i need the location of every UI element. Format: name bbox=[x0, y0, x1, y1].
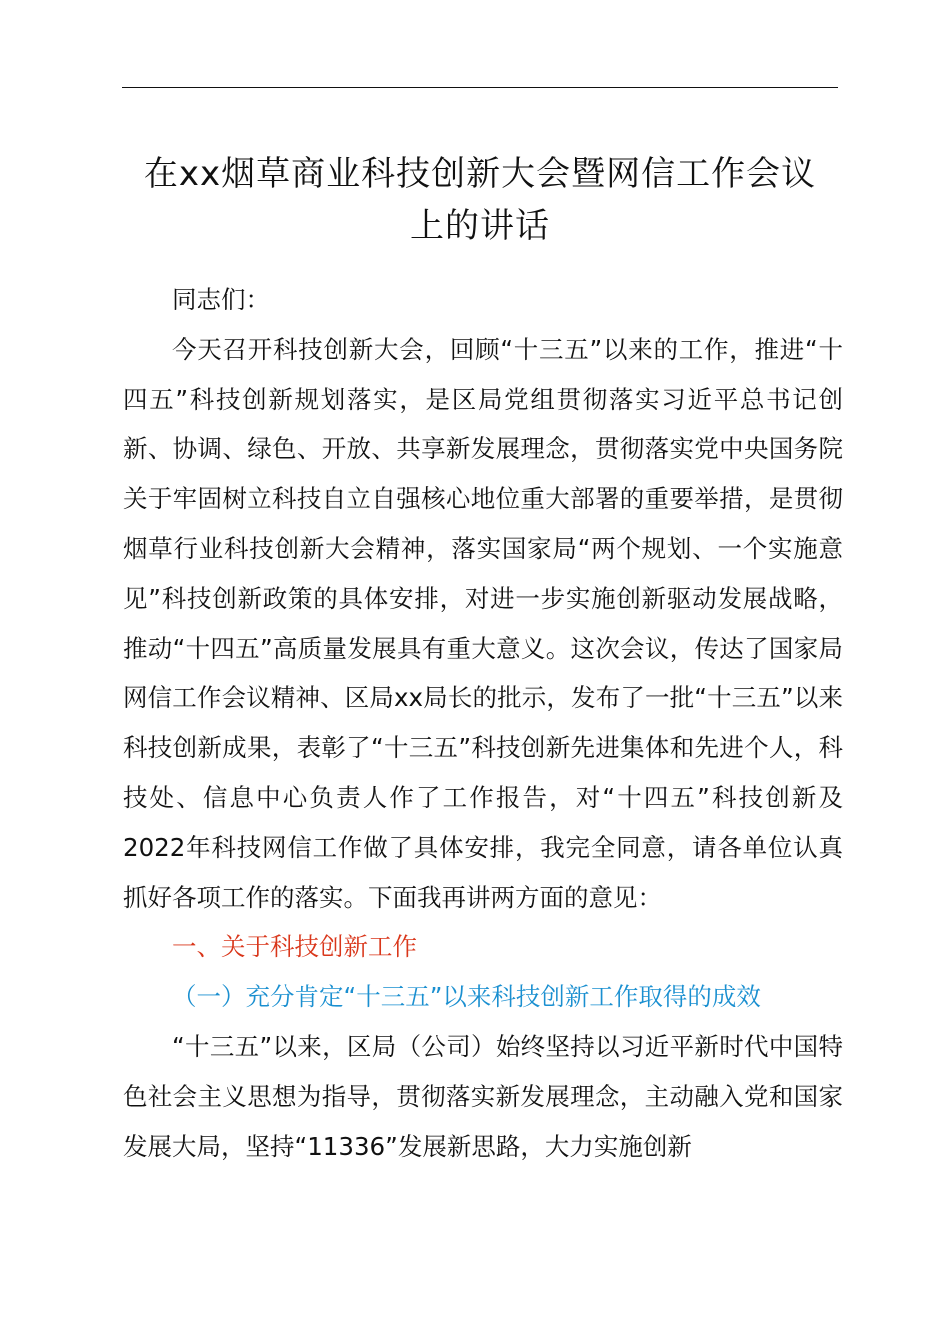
subsection-heading: （一）充分肯定“十三五”以来科技创新工作取得的成效 bbox=[172, 982, 761, 1012]
document-body bbox=[123, 275, 843, 1171]
paragraph-achievements: “十三五”以来，区局（公司）始终坚持以习近平新时代中国特色社会主义思想为指导，贯彻落实新发展理念，主动融入党和国家发展大局，坚持“11336”发展新思路，大力实施创新 bbox=[123, 1031, 843, 1161]
header-divider bbox=[122, 87, 838, 88]
title-line-1: 在xx烟草商业科技创新大会暨网信工作会议 bbox=[143, 154, 817, 194]
document-title bbox=[100, 148, 860, 252]
section-heading: 一、关于科技创新工作 bbox=[172, 932, 417, 962]
greeting: 同志们： bbox=[172, 285, 270, 314]
title-line-2: 上的讲话 bbox=[410, 206, 550, 246]
paragraph-intro: 今天召开科技创新大会，回顾“十三五”以来的工作，推进“十四五”科技创新规划落实，是区局党组贯彻落实习近平总书记创新、协调、绿色、开放、共享新发展理念，贯彻落实党中央国务院关于牢固树立科技自立自强核心地位重大部署的重要举措，是贯彻烟草行业科技创新大会精神，落实国家局“两个规划、一个实施意见”科技创新政策的具体安排，对进一步实施创新驱动发展战略，推动“十四五”高质量发展具有重大意义。这次会议，传达了国家局网信工作会议精神、区局xx局长的批示，发布了一批“十三五”以来科技创新成果，表彰了“十三五”科技创新先进集体和先进个人，科技处、信息中心负责人作了工作报告，对“十四五”科技创新及2022年科技网信工作做了具体安排，我完全同意，请各单位认真抓好各项工作的落实。下面我再讲两方面的意见： bbox=[123, 334, 843, 912]
